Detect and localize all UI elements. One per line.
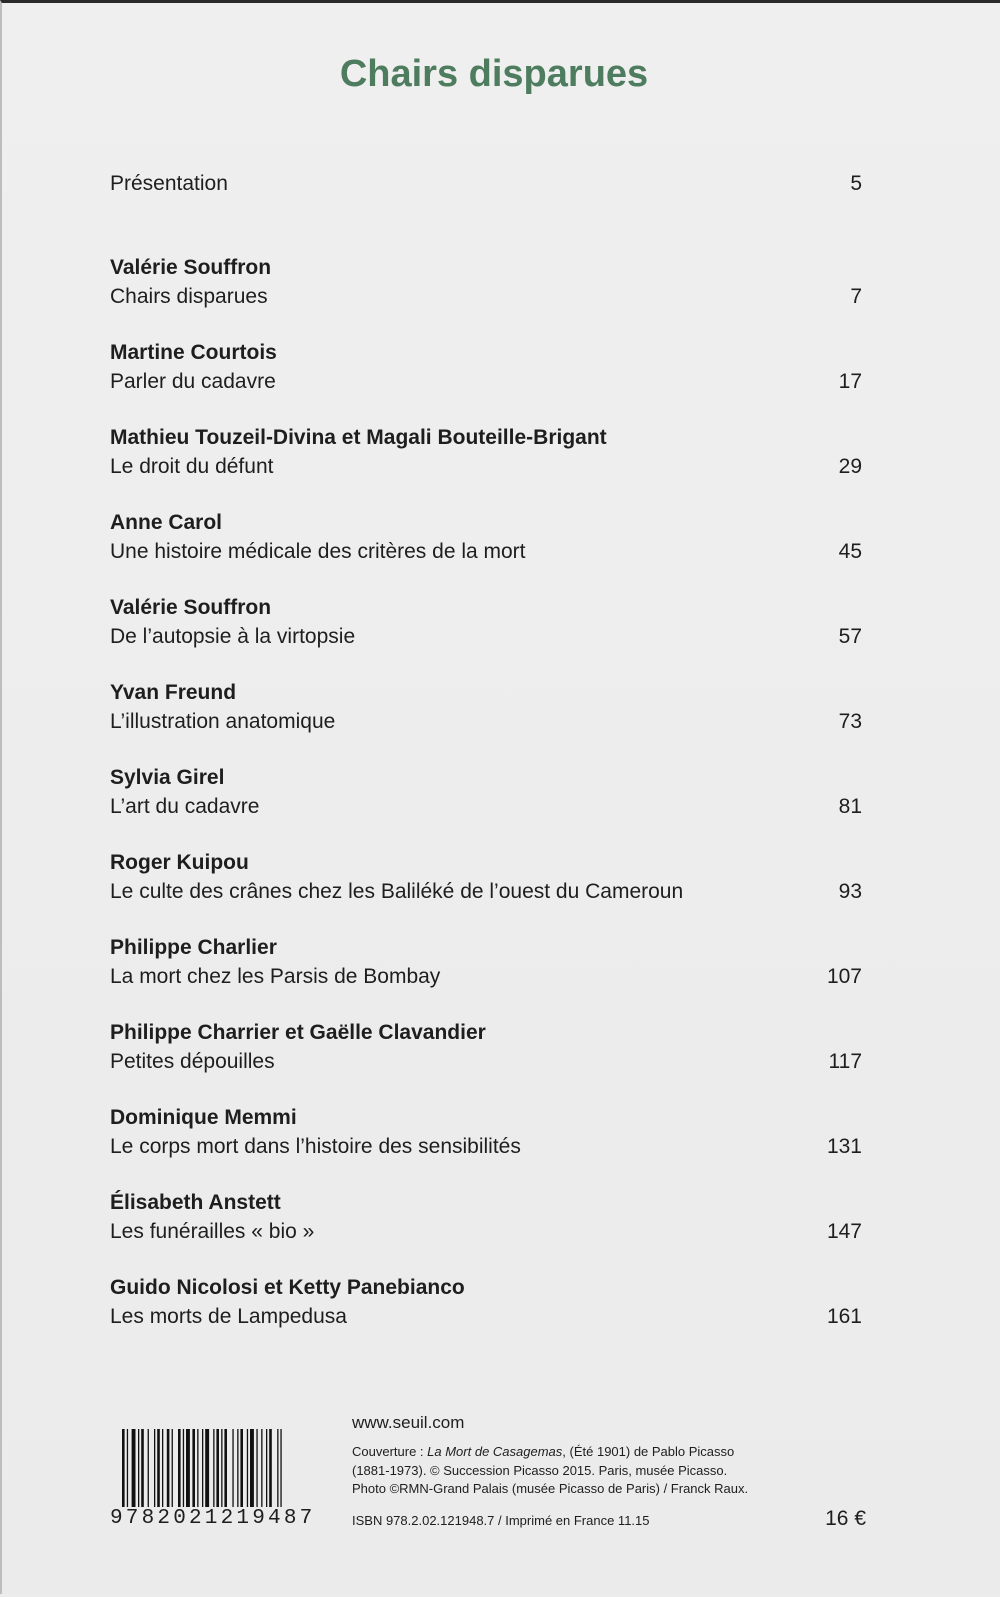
entry-article-title: La mort chez les Parsis de Bombay [110, 965, 441, 988]
toc-entry [110, 593, 862, 651]
barcode-bar [167, 1429, 170, 1507]
entry-author: Sylvia Girel [110, 766, 225, 789]
entry-article-title: Petites dépouilles [110, 1050, 275, 1073]
barcode-bar [132, 1429, 136, 1507]
barcode [110, 1429, 336, 1535]
table-of-contents [110, 169, 862, 1358]
barcode-bar [256, 1429, 257, 1507]
entry-page-number: 107 [826, 965, 862, 988]
footer [2, 1403, 1000, 1597]
entry-page-number: 29 [838, 455, 862, 478]
cover-credit-prefix: Couverture : [352, 1444, 428, 1459]
entry-page-number: 81 [838, 795, 862, 818]
entry-author: Anne Carol [110, 511, 223, 534]
entry-page-number: 57 [838, 625, 862, 648]
cover-credit-rest: , (Été 1901) de Pablo Picasso [562, 1444, 735, 1459]
toc-entry [110, 1273, 862, 1331]
entry-author: Valérie Souffron [110, 256, 272, 279]
entry-article-title: Le droit du défunt [110, 455, 274, 478]
entry-page-number: 7 [850, 285, 862, 308]
entry-author: Philippe Charlier [110, 936, 277, 959]
book-title: Chairs disparues [339, 53, 649, 95]
entry-author: Élisabeth Anstett [110, 1191, 281, 1214]
entry-page-number: 161 [826, 1305, 862, 1328]
barcode-bar [122, 1429, 125, 1507]
barcode-ean-number: 9782021219487 [110, 1507, 316, 1530]
barcode-bar [202, 1429, 203, 1507]
toc-intro-entry [110, 169, 862, 198]
barcode-bar [250, 1429, 254, 1507]
entry-article-title: Le culte des crânes chez les Baliléké de l’ouest du Cameroun [110, 880, 684, 903]
entry-article-title: Les morts de Lampedusa [110, 1305, 347, 1328]
intro-label: Présentation [110, 172, 228, 195]
entry-article-title: De l’autopsie à la virtopsie [110, 625, 356, 648]
barcode-bar [269, 1429, 272, 1507]
entry-article-title: L’illustration anatomique [110, 710, 336, 733]
toc-entry [110, 508, 862, 566]
barcode-bar [266, 1429, 267, 1507]
barcode-bar [127, 1429, 128, 1507]
barcode-bar [280, 1429, 281, 1507]
barcode-bar [138, 1429, 139, 1507]
barcode-bar [157, 1429, 160, 1507]
barcode-bar [183, 1429, 184, 1507]
entry-page-number: 45 [838, 540, 862, 563]
intro-page-number: 5 [850, 172, 862, 195]
barcode-bar [178, 1429, 181, 1507]
barcode-bar [213, 1429, 214, 1507]
barcode-bar [221, 1429, 222, 1507]
isbn-line: ISBN 978.2.02.121948.7 / Imprimé en France 11.15 [352, 1513, 650, 1528]
toc-entries [110, 253, 862, 1331]
entry-author: Mathieu Touzeil-Divina et Magali Bouteille-Brigant [110, 426, 607, 449]
barcode-bar [277, 1429, 278, 1507]
entry-article-title: Parler du cadavre [110, 370, 276, 393]
entry-author: Valérie Souffron [110, 596, 272, 619]
barcode-bar [197, 1429, 198, 1507]
entry-page-number: 117 [828, 1050, 862, 1073]
entry-author: Yvan Freund [110, 681, 237, 704]
entry-article-title: Une histoire médicale des critères de la mort [110, 540, 526, 563]
publisher-website: www.seuil.com [352, 1413, 465, 1432]
barcode-bar [172, 1429, 173, 1507]
barcode-bar [240, 1429, 243, 1507]
barcode-bar [261, 1429, 262, 1507]
barcode-bar [237, 1429, 238, 1507]
entry-article-title: Chairs disparues [110, 285, 268, 308]
barcode-bars [122, 1429, 336, 1507]
price: 16 € [825, 1507, 866, 1530]
barcode-bar [154, 1429, 155, 1507]
barcode-bar [224, 1429, 227, 1507]
entry-page-number: 73 [838, 710, 862, 733]
entry-page-number: 147 [826, 1220, 862, 1243]
entry-page-number: 17 [838, 370, 862, 393]
toc-entry [110, 933, 862, 991]
entry-page-number: 93 [838, 880, 862, 903]
cover-credit-line2: (1881-1973). © Succession Picasso 2015. Paris, musée Picasso. [352, 1462, 728, 1478]
entry-page-number: 131 [826, 1135, 862, 1158]
toc-entry [110, 848, 862, 906]
entry-article-title: L’art du cadavre [110, 795, 260, 818]
entry-article-title: Les funérailles « bio » [110, 1220, 315, 1243]
barcode-bar [141, 1429, 144, 1507]
entry-author: Martine Courtois [110, 341, 277, 364]
toc-entry [110, 1103, 862, 1161]
barcode-bar [192, 1429, 195, 1507]
entry-author: Roger Kuipou [110, 851, 249, 874]
toc-entry [110, 253, 862, 311]
toc-entry [110, 678, 862, 736]
barcode-bar [186, 1429, 190, 1507]
toc-entry [110, 1188, 862, 1246]
entry-author: Philippe Charrier et Gaëlle Clavandier [110, 1021, 486, 1044]
entry-article-title: Le corps mort dans l’histoire des sensibilités [110, 1135, 521, 1158]
entry-author: Dominique Memmi [110, 1106, 297, 1129]
barcode-bar [148, 1429, 149, 1507]
entry-author: Guido Nicolosi et Ketty Panebianco [110, 1276, 465, 1299]
toc-entry [110, 763, 862, 821]
toc-entry [110, 1018, 862, 1076]
barcode-bar [216, 1429, 219, 1507]
barcode-bar [232, 1429, 233, 1507]
barcode-bar [247, 1429, 248, 1507]
barcode-bar [162, 1429, 163, 1507]
cover-credit-line3: Photo ©RMN-Grand Palais (musée Picasso de Paris) / Franck Raux. [352, 1481, 749, 1496]
cover-credit-work: La Mort de Casagemas [427, 1444, 563, 1459]
cover-credit [352, 1443, 802, 1499]
toc-entry [110, 423, 862, 481]
barcode-bar [205, 1429, 209, 1507]
toc-entry [110, 338, 862, 396]
